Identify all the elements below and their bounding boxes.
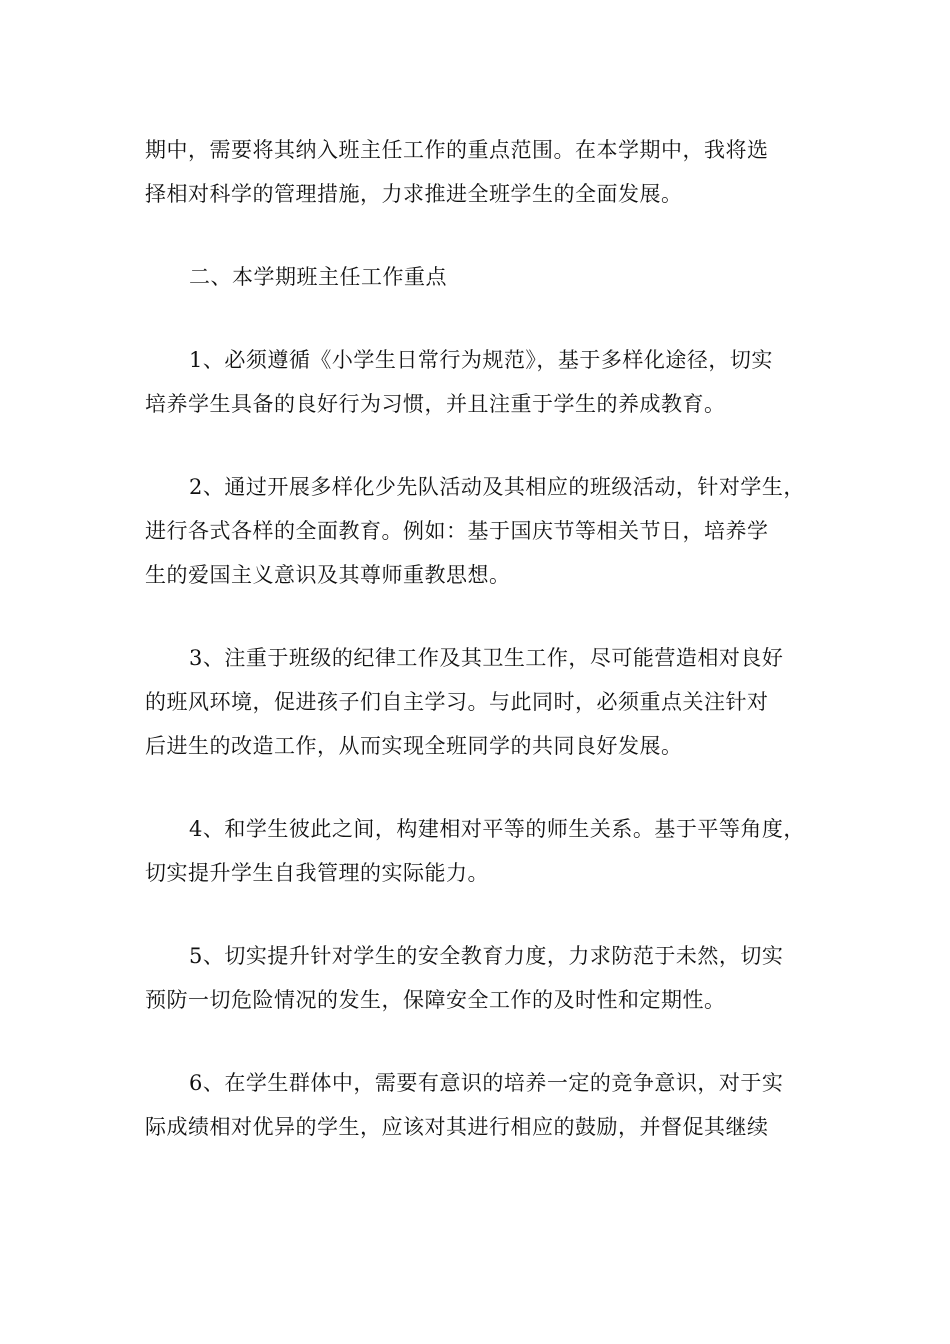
text-line: 切实提升学生自我管理的实际能力。	[145, 861, 489, 885]
list-item-2	[145, 465, 825, 597]
text-line: 培养学生具备的良好行为习惯，并且注重于学生的养成教育。	[145, 392, 726, 416]
text-line: 的班风环境，促进孩子们自主学习。与此同时，必须重点关注针对	[145, 690, 769, 714]
list-item-3	[145, 636, 825, 768]
text-line: 5、切实提升针对学生的安全教育力度，力求防范于未然，切实	[189, 944, 784, 968]
text-line: 期中，需要将其纳入班主任工作的重点范围。在本学期中，我将选	[145, 138, 769, 162]
section-heading	[145, 255, 825, 299]
list-item-6	[145, 1061, 825, 1149]
text-line: 3、注重于班级的纪律工作及其卫生工作，尽可能营造相对良好	[189, 646, 784, 670]
text-line: 2、通过开展多样化少先队活动及其相应的班级活动，针对学生，	[189, 475, 805, 499]
text-line: 1、必须遵循《小学生日常行为规范》，基于多样化途径，切实	[189, 348, 773, 372]
text-line: 生的爱国主义意识及其尊师重教思想。	[145, 563, 511, 587]
list-item-5	[145, 934, 825, 1022]
text-line: 际成绩相对优异的学生，应该对其进行相应的鼓励，并督促其继续	[145, 1115, 769, 1139]
text-line: 择相对科学的管理措施，力求推进全班学生的全面发展。	[145, 182, 683, 206]
text-line: 4、和学生彼此之间，构建相对平等的师生关系。基于平等角度，	[189, 817, 805, 841]
heading-line: 二、本学期班主任工作重点	[189, 265, 447, 289]
text-line: 6、在学生群体中，需要有意识的培养一定的竞争意识，对于实	[189, 1071, 784, 1095]
paragraph-continuation	[145, 128, 825, 216]
document-body	[145, 128, 825, 1149]
list-item-1	[145, 338, 825, 426]
text-line: 预防一切危险情况的发生，保障安全工作的及时性和定期性。	[145, 988, 726, 1012]
text-line: 进行各式各样的全面教育。例如：基于国庆节等相关节日，培养学	[145, 519, 769, 543]
list-item-4	[145, 807, 825, 895]
text-line: 后进生的改造工作，从而实现全班同学的共同良好发展。	[145, 734, 683, 758]
